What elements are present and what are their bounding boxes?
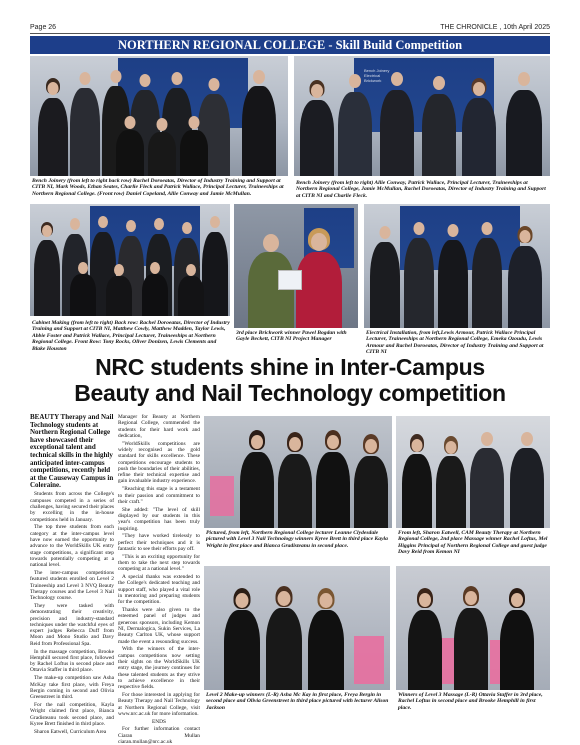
photo-bench-joinery-group: [30, 56, 288, 176]
caption-level3-nail: Pictured, from left, Northern Regional College lecturer Leanne Clydesdale pictured with Level 3 Nail Technology winners Kyree Brett in third place Kayla Wright in first place and Bianca Gradisteanu in second place.: [206, 530, 388, 549]
masthead-date: THE CHRONICLE , 10th April 2025: [440, 24, 550, 31]
caption-brickwork: 3rd place Brickwork winner Pawel Bogdan with Gayle Beckett, CITB NI Project Manager: [236, 330, 347, 343]
article-paragraph: Thanks were also given to the esteemed panel of judges and generous sponsors, including Kemon NI, Dermalogica, Sukin Services, La Beauty Carlton UK, whose support made the event a resounding success.: [118, 607, 200, 645]
page-header: [30, 24, 550, 34]
article-paragraph: A special thanks was extended to the College's dedicated teaching and support staff, who played a vital role in mentoring and preparing students for the competition.: [118, 574, 200, 606]
caption-bench-joinery-winners: Bench Joinery (from left to right) Allie Conway, Patrick Wallace, Principal Lecturer, Traineeships at Northern Regional College, Jamie McMullan, Rachel Doroeatas, Director of Industry Training and Support at CITB NI and Charlie Fleck.: [296, 180, 546, 199]
article-ends: ENDS: [151, 718, 167, 725]
article-paragraph: "Reaching this stage is a testament to their passion and commitment to their craft.": [118, 486, 200, 505]
article-paragraph: "They have worked tirelessly to perfect their techniques and it is fantastic to see their efforts pay off.: [118, 533, 200, 552]
article-paragraph: The make-up competition saw Asha McKay take first place, with Freya Bergin coming in second and Olivia Greenstreet in third.: [30, 675, 114, 701]
photo-level3-massage: [396, 566, 550, 690]
page-number: Page 26: [30, 24, 57, 31]
photo-massage-judges: [396, 416, 550, 528]
photo-level2-makeup: [204, 566, 390, 690]
article-paragraph: The top three students from each category at the inter-campus level have now earned the opportunity to advance to the WorldSkills UK entry stage competitions, a significant step towards potentially competing at a national level.: [30, 524, 114, 569]
section-banner: NORTHERN REGIONAL COLLEGE - Skill Build Competition: [30, 36, 550, 54]
article-column-2: [118, 414, 200, 745]
article-paragraph: She added: "The level of skill displayed by our students in this year's competition has been truly inspiring.: [118, 506, 200, 532]
article-contact: For further information contact Ciaran Mullan ciaran.mullan@nrc.ac.uk: [118, 726, 200, 745]
photo-level3-nail: [204, 416, 392, 528]
article-paragraph: They were tasked with demonstrating their creativity, precision and industry-standard techniques under the watchful eyes of expert judges Rebecca Duff from Moon and Mono Studio and Davy Reid from Professional Spa.: [30, 602, 114, 647]
caption-massage-judges: From left, Sharon Eatwell, CAM Beauty Therapy at Northern Regional College, 2nd place Massage winner Rachel Loftus, Mel Higgins Principal of Northern Regional College and guest judge Davy Reid from Kemon NI: [398, 530, 548, 556]
article-paragraph: Sharon Eatwell, Curriculum Area: [34, 728, 107, 735]
caption-bench-joinery-group: Bench Joinery (from left to right back row) Rachel Doroeatas, Director of Industry Training and Support at CITB NI, Mark Woods, Ethan Seates, Charlie Fleck and Patrick Wallace, Principal Lecturer, Traineeships at Northern Regional College. (Front row) Daniel Copeland, Allie Conway and Jamie McMullan.: [32, 178, 284, 197]
article-lead: BEAUTY Therapy and Nail Technology students at Northern Regional College have showcased their exceptional talent and technical skills in the highly anticipated inter-campus competitions, recently held at the Causeway Campus in Coleraine.: [30, 413, 114, 490]
article-paragraph: For those interested in applying for Beauty Therapy and Nail Technology at Northern Regional College, visit www.nrc.ac.uk for more information.: [118, 691, 200, 717]
article-paragraph: "WorldSkills competitions are widely recognised as the gold standard for skills excellence. These competitions encourage students to push the boundaries of their abilities, refine their technical expertise and gain invaluable industry experience.: [118, 440, 200, 485]
article-paragraph: For the nail competition, Kayla Wright claimed first place, Bianca Gradisteanu took second place, and Kyree Brett finished in third place.: [30, 701, 114, 727]
article-headline-line1: NRC students shine in Inter-Campus: [95, 354, 485, 380]
photo-brickwork: [234, 204, 358, 328]
article-paragraph: The inter-campus competitions featured students enrolled on Level 2 Traineeship and Level 3 NVQ Beauty Therapy courses and the Level 3 Nail Technology course.: [30, 570, 114, 602]
photo-bench-joinery-winners: Bench Joinery Electrical Brickwork: [294, 56, 550, 176]
photo-cabinet-making: [30, 204, 230, 316]
article-paragraph: With the winners of the inter-campus competitions now setting their sights on the WorldSkills UK entry stage, the journey continues for these talented students as they strive to achieve excellence in their respective fields.: [118, 646, 200, 691]
caption-level2-makeup: Level 2 Make-up winners (L-R) Asha Mc Kay in first place, Freya Bergin in second place and Olivia Greenstreet in third place pictured with lecturer Alison Jackson: [206, 692, 389, 711]
caption-electrical-installation: Electrical Installation, from left,Lewis Armour, Patrick Wallace Principal Lecturer, Traineeships at Northern Regional College, Emeka Ozoudu, Lewis Armour and Rachel Doroeatas, Director of Industry Training and Support at CITB NI: [366, 330, 544, 356]
article-paragraph: Students from across the College's campuses competed in a series of challenges, having secured their places by excelling in the in-house competitions held in January.: [30, 491, 114, 523]
caption-level3-massage: Winners of Level 3 Massage (L-R) Ottavia Staffer in 3rd place, Rachel Loftus in second place and Brooke Hemphill in first place.: [398, 692, 543, 711]
article-headline-line2: Beauty and Nail Technology competition: [74, 380, 506, 406]
article-paragraph: "This is an exciting opportunity for them to take the next step towards competing at a national level.": [118, 553, 200, 573]
article-paragraph: In the massage competition, Brooke Hemphill secured first place, followed by Rachel Loftus in second place and Ottavia Staffer in third place.: [30, 648, 114, 674]
article-column-1: [30, 413, 114, 735]
photo-electrical-installation: [364, 204, 550, 328]
caption-cabinet-making: Cabinet Making (from left to right) Back row: Rachel Doroeatas, Director of Industry Training and Support at CITB NI, Matthew Cowly, Matthew Madden, Taylor Lewis, Abbie Foster and Patrick Wallace, Principal Lecturer, Traineeships at Northern Regional College. Front Row: Tony Rocks, Oliver Donizen, Lewis Clements and Blake Houston: [32, 320, 230, 352]
article-paragraph: Manager for Beauty at Northern Regional College, commended the students for their hard work and dedication,: [118, 414, 200, 439]
